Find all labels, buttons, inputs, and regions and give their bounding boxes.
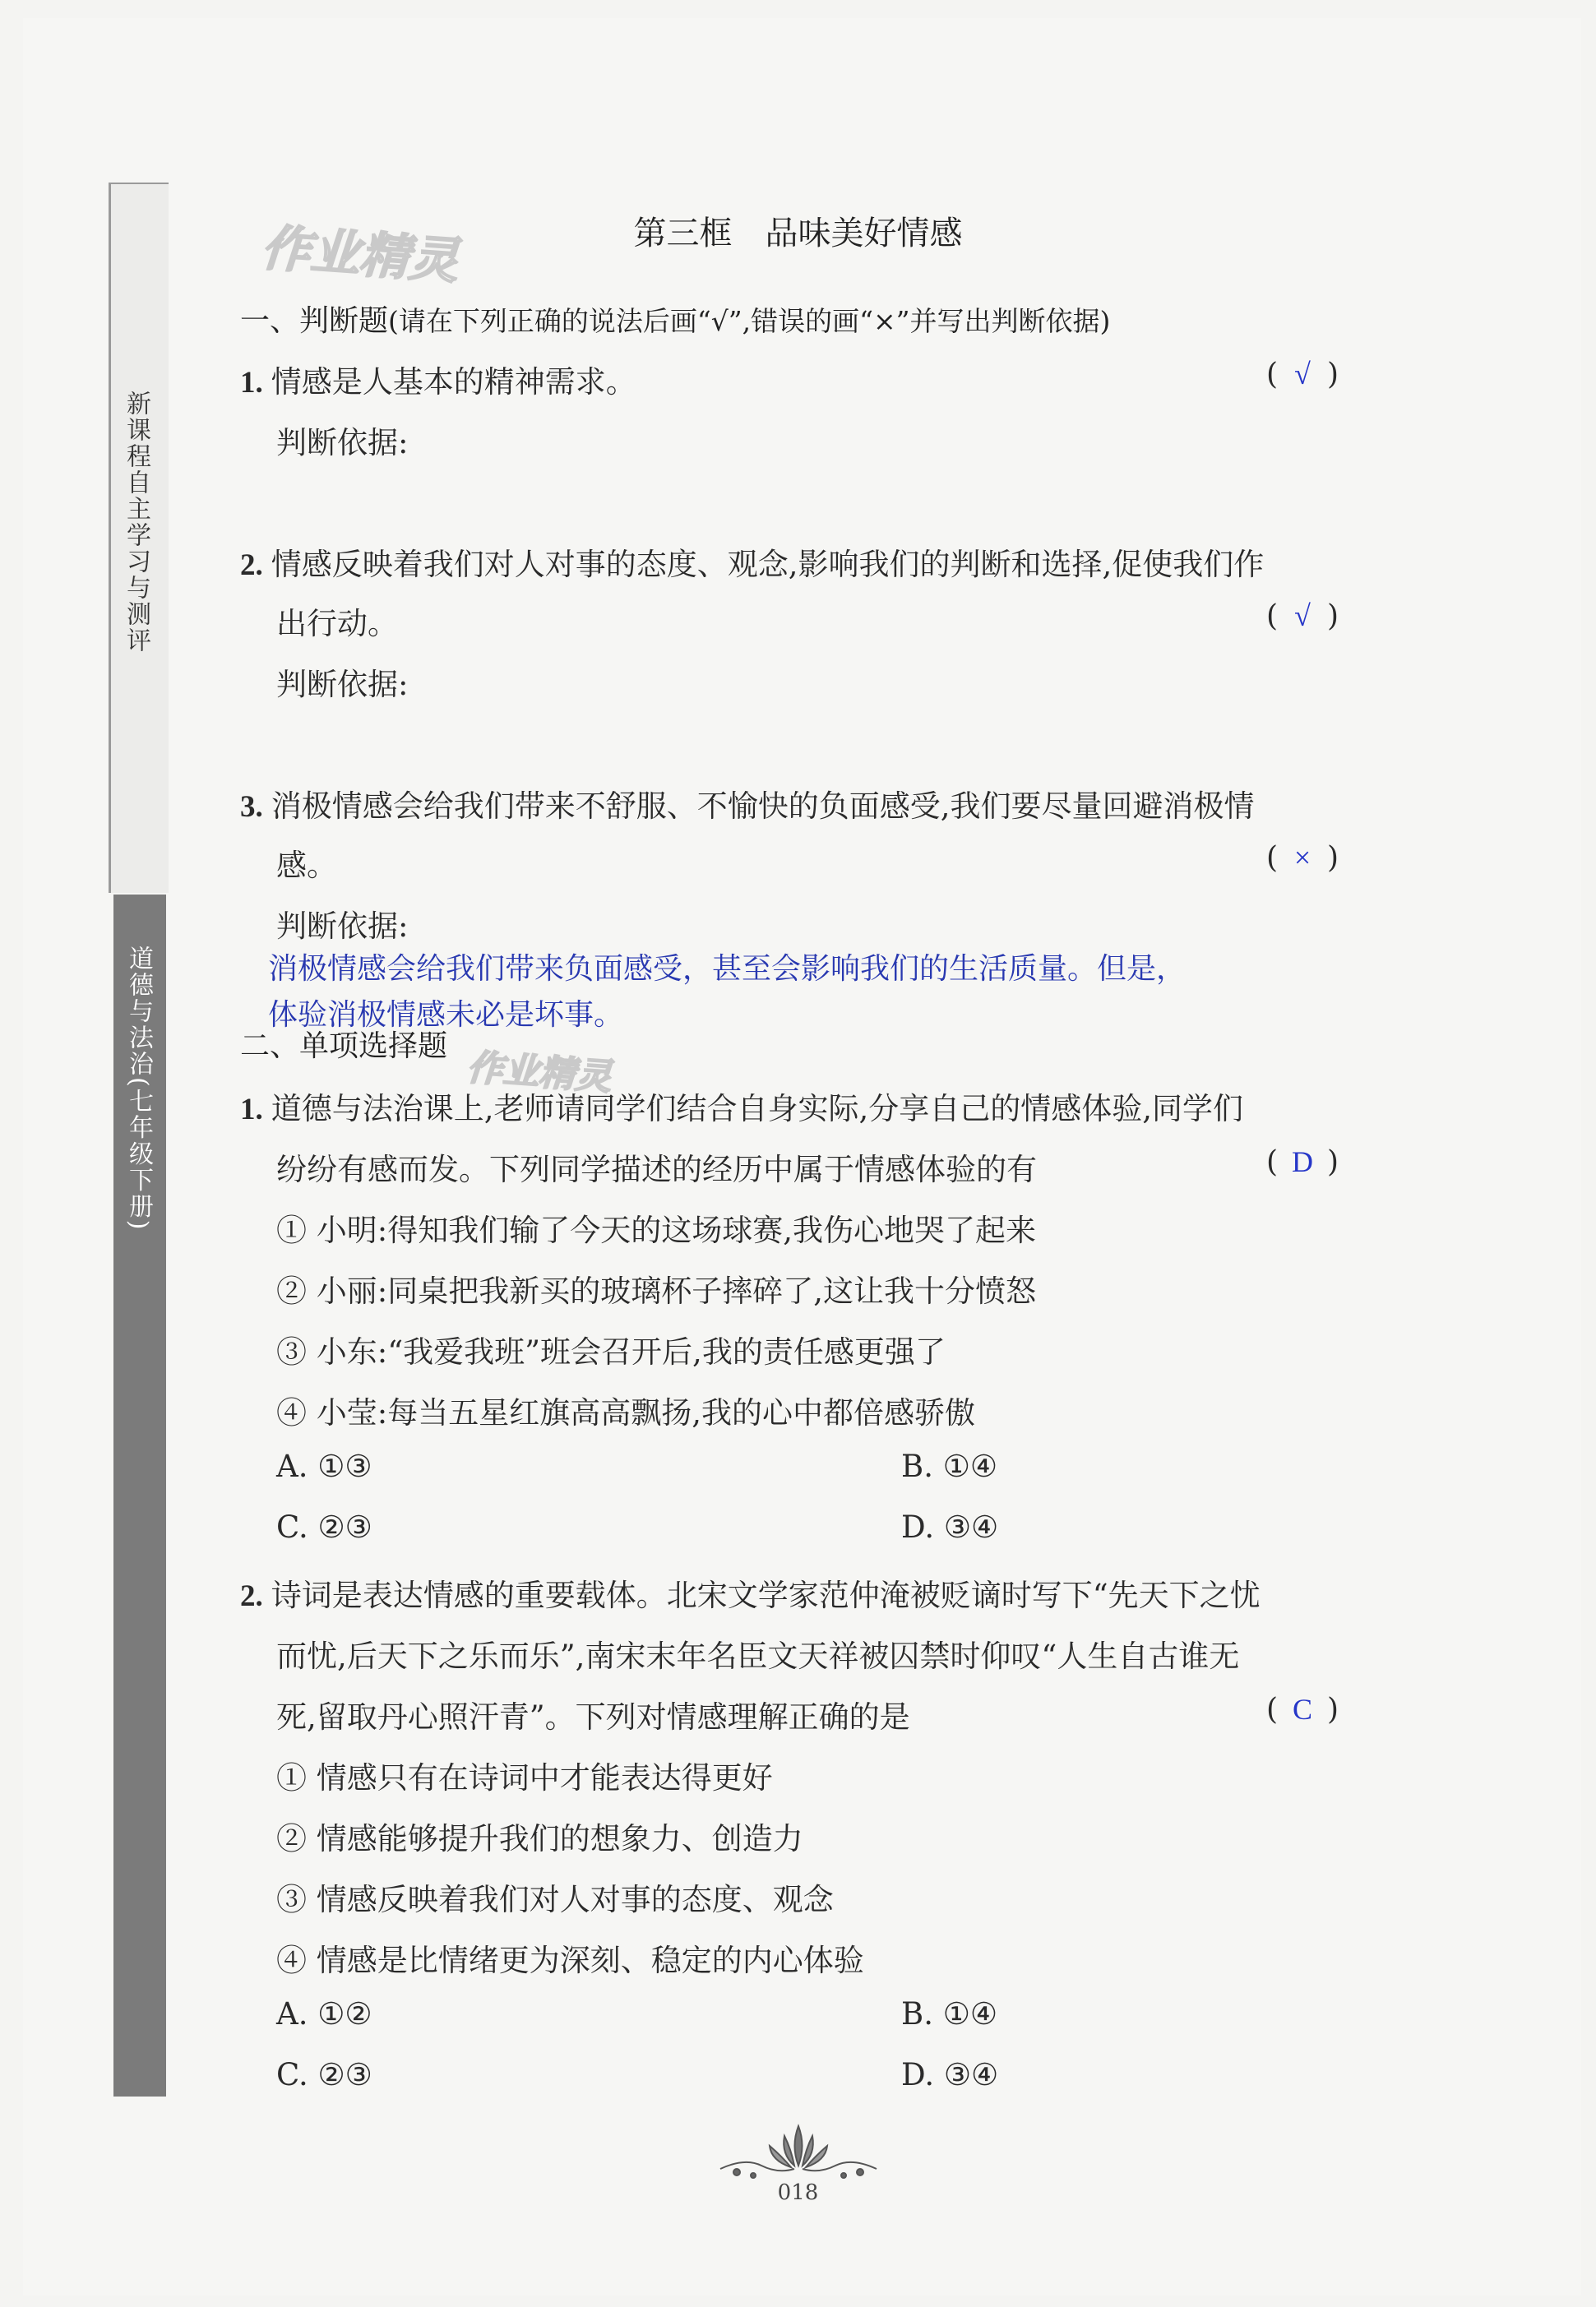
handwritten-answer: 体验消极情感未必是坏事。 xyxy=(268,998,624,1032)
question-text: 死,留取丹心照汗青”。下列对情感理解正确的是 xyxy=(276,1699,910,1735)
statement-item: ④ 小莹:每当五星红旗高高飘扬,我的心中都倍感骄傲 xyxy=(276,1395,975,1431)
answer-bracket: ( √ ) xyxy=(1266,358,1339,391)
question-line xyxy=(240,781,1255,825)
side-subject-title: 道德与法治(七年级下册) xyxy=(124,945,153,1232)
question-number: 1. xyxy=(240,1093,263,1126)
basis-label: 判断依据: xyxy=(276,667,409,702)
answer-mark: D xyxy=(1292,1145,1314,1178)
question-line xyxy=(240,1084,1243,1128)
answer-bracket: ( C ) xyxy=(1266,1693,1339,1727)
statement-item: ③ 情感反映着我们对人对事的态度、观念 xyxy=(276,1882,834,1917)
statement-item: ② 情感能够提升我们的想象力、创造力 xyxy=(276,1821,803,1856)
question-text: 诗词是表达情感的重要载体。北宋文学家范仲淹被贬谪时写下“先天下之忧 xyxy=(271,1578,1261,1613)
watermark-logo: 作业精灵 xyxy=(465,1046,613,1099)
question-number: 3. xyxy=(240,790,263,824)
answer-mark: √ xyxy=(1294,599,1311,632)
choice-option: B. ①④ xyxy=(901,1449,998,1484)
question-line xyxy=(240,357,636,401)
side-series-title: 新课程自主学习与测评 xyxy=(122,391,150,654)
statement-item: ① 情感只有在诗词中才能表达得更好 xyxy=(276,1760,773,1796)
question-text: 情感反映着我们对人对事的态度、观念,影响我们的判断和选择,促使我们作 xyxy=(271,547,1265,582)
statement-item: ① 小明:得知我们输了今天的这场球赛,我伤心地哭了起来 xyxy=(276,1213,1036,1248)
choice-option: C. ②③ xyxy=(276,1509,372,1545)
question-number: 2. xyxy=(240,548,263,582)
choice-option: D. ③④ xyxy=(901,2057,999,2092)
question-number: 1. xyxy=(240,366,263,400)
section-instructions: (请在下列正确的说法后画“√”,错误的画“×”并写出判断依据) xyxy=(388,305,1111,337)
handwritten-answer: 消极情感会给我们带来负面感受，甚至会影响我们的生活质量。但是， xyxy=(268,952,1187,986)
answer-mark: C xyxy=(1293,1693,1313,1726)
question-text: 感。 xyxy=(276,848,337,883)
question-text: 道德与法治课上,老师请同学们结合自身实际,分享自己的情感体验,同学们 xyxy=(271,1091,1244,1126)
section-heading-multiple-choice: 二、单项选择题 xyxy=(240,1029,448,1063)
choice-option: D. ③④ xyxy=(901,1509,999,1545)
statement-item: ② 小丽:同桌把我新买的玻璃杯子摔碎了,这让我十分愤怒 xyxy=(276,1274,1036,1309)
page-title: 第三框 品味美好情感 xyxy=(633,215,963,252)
question-text: 而忧,后天下之乐而乐”,南宋末年名臣文天祥被囚禁时仰叹“人生自古谁无 xyxy=(276,1639,1240,1674)
section-heading-true-false xyxy=(240,298,1110,340)
answer-bracket: ( √ ) xyxy=(1266,599,1339,633)
answer-mark: × xyxy=(1293,841,1311,874)
statement-item: ③ 小东:“我爱我班”班会召开后,我的责任感更强了 xyxy=(276,1334,946,1370)
page-number: 018 xyxy=(777,2180,819,2205)
question-text: 情感是人基本的精神需求。 xyxy=(271,364,636,400)
choice-option: A. ①③ xyxy=(276,1449,372,1484)
basis-label: 判断依据: xyxy=(276,425,409,460)
answer-bracket: ( × ) xyxy=(1266,841,1339,875)
statement-item: ④ 情感是比情绪更为深刻、稳定的内心体验 xyxy=(276,1943,864,1978)
section-heading-label: 一、判断题 xyxy=(240,304,389,338)
answer-mark: √ xyxy=(1294,358,1311,391)
question-text: 消极情感会给我们带来不舒服、不愉快的负面感受,我们要尽量回避消极情 xyxy=(271,788,1255,824)
footer-ornament-icon xyxy=(712,2118,885,2184)
question-line xyxy=(240,539,1264,584)
choice-option: C. ②③ xyxy=(276,2057,372,2092)
watermark-logo: 作业精灵 xyxy=(259,219,460,291)
answer-bracket: ( D ) xyxy=(1266,1145,1339,1179)
question-line xyxy=(240,1570,1261,1615)
choice-option: A. ①② xyxy=(276,1996,372,2032)
question-text: 出行动。 xyxy=(276,606,398,641)
choice-option: B. ①④ xyxy=(901,1996,998,2032)
question-text: 纷纷有感而发。下列同学描述的经历中属于情感体验的有 xyxy=(276,1152,1037,1187)
basis-label: 判断依据: xyxy=(276,908,409,944)
question-number: 2. xyxy=(240,1579,263,1613)
